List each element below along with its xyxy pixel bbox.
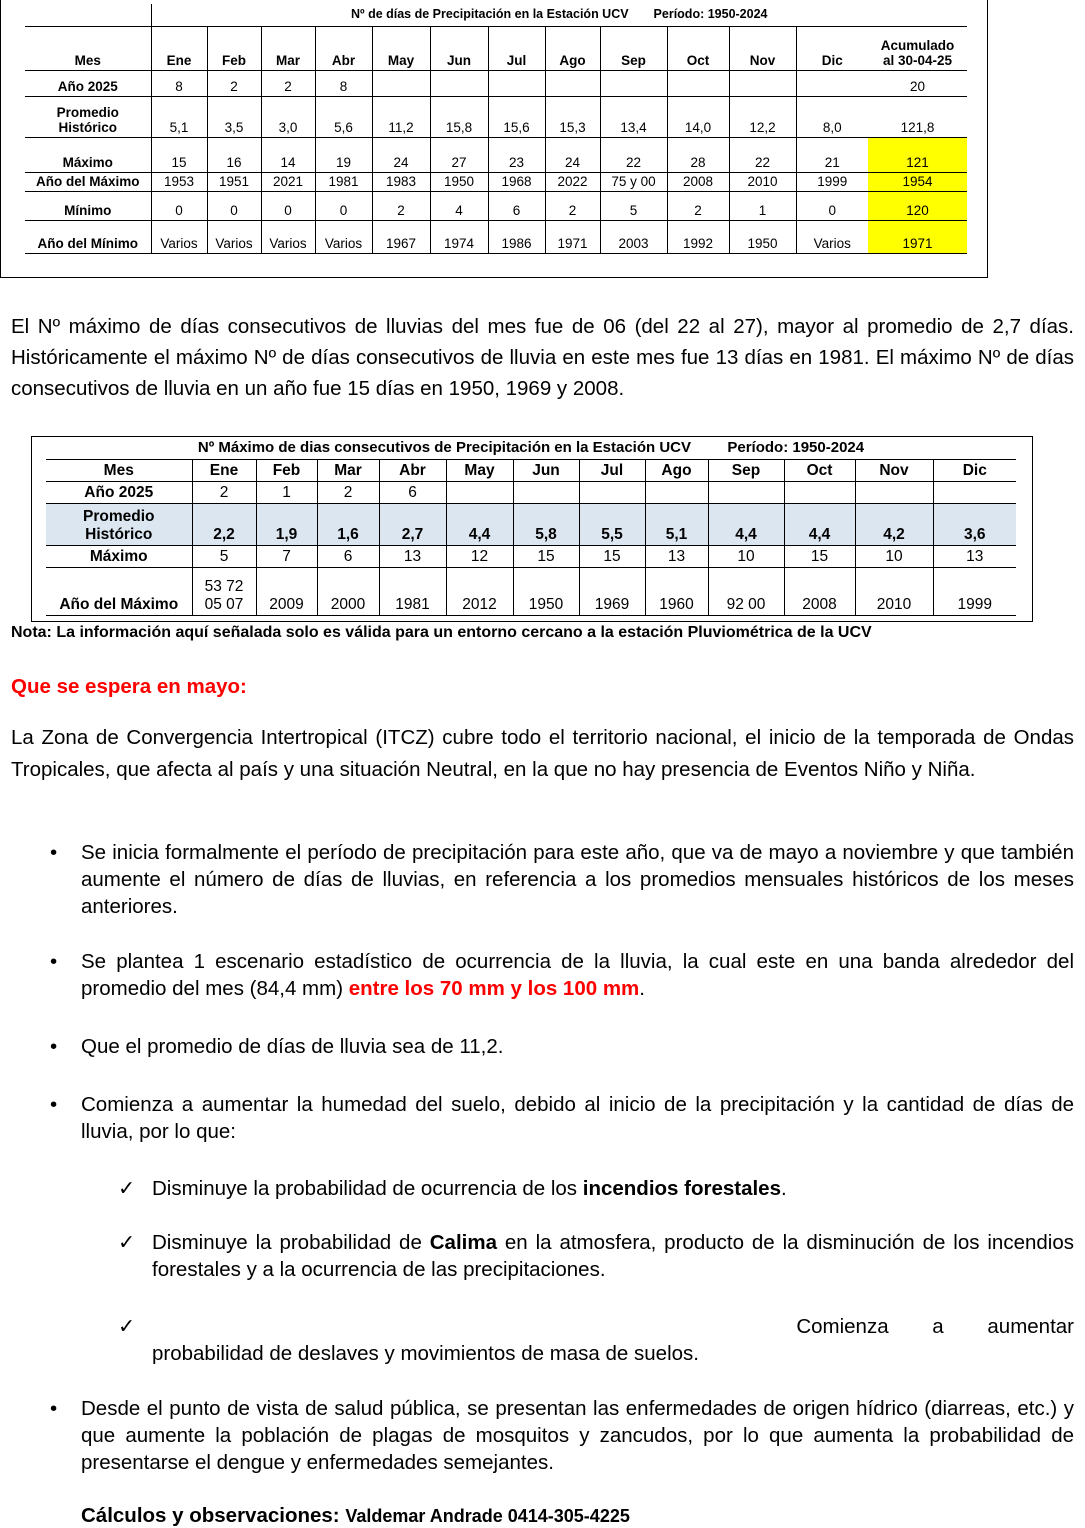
table-cell: 1971 bbox=[545, 221, 600, 254]
table2-period: Período: 1950-2024 bbox=[727, 438, 865, 456]
table-cell: 1983 bbox=[372, 173, 430, 192]
bullet-dot-icon: • bbox=[50, 1397, 58, 1420]
table-cell: 28 bbox=[667, 138, 729, 173]
table-cell: 19 bbox=[315, 138, 372, 173]
table-cell: 5 bbox=[192, 546, 256, 568]
table-row bbox=[25, 71, 967, 97]
table-cell: 1986 bbox=[488, 221, 545, 254]
table1-period: Período: 1950-2024 bbox=[653, 6, 768, 21]
table-row bbox=[25, 221, 967, 254]
total-cell: 121 bbox=[868, 138, 967, 173]
bullet-dot-icon: • bbox=[50, 1035, 58, 1058]
table-cell bbox=[729, 71, 796, 97]
row-label: Año del Máximo bbox=[46, 568, 192, 616]
table-cell: 5 bbox=[600, 192, 667, 221]
table-cell bbox=[446, 482, 513, 504]
month-header: Feb bbox=[256, 460, 317, 482]
table-cell bbox=[708, 482, 784, 504]
table-cell: 3,6 bbox=[933, 504, 1016, 546]
bullet-item: • Comienza a aumentar la humedad del suelo, debido al inicio de la precipitación y la cantidad de días de lluvia, por lo que: bbox=[50, 1093, 1074, 1143]
table-cell: 5,8 bbox=[513, 504, 579, 546]
table-cell: 2009 bbox=[256, 568, 317, 616]
table-cell: Varios bbox=[207, 221, 261, 254]
table-cell bbox=[784, 482, 855, 504]
table-cell: 2,2 bbox=[192, 504, 256, 546]
bullet-dot-icon: • bbox=[50, 841, 58, 864]
checkmark-icon: ✓ bbox=[118, 1315, 136, 1338]
month-header: Ene bbox=[192, 460, 256, 482]
table-cell: 7 bbox=[256, 546, 317, 568]
table-row bbox=[46, 482, 1016, 504]
month-header: Abr bbox=[379, 460, 446, 482]
table-cell: 2 bbox=[667, 192, 729, 221]
table-cell: 8 bbox=[151, 71, 207, 97]
month-header: Sep bbox=[708, 460, 784, 482]
table-cell: 2 bbox=[192, 482, 256, 504]
table-cell: 14 bbox=[261, 138, 315, 173]
table-cell: 6 bbox=[488, 192, 545, 221]
bullet-dot-icon: • bbox=[50, 950, 58, 973]
table-cell: 24 bbox=[545, 138, 600, 173]
checkmark-icon: ✓ bbox=[118, 1177, 136, 1200]
month-header: Mar bbox=[261, 27, 315, 71]
table-row bbox=[46, 504, 1016, 546]
table-cell: 15,6 bbox=[488, 97, 545, 138]
table-cell: 1950 bbox=[729, 221, 796, 254]
table-cell: 1974 bbox=[430, 221, 488, 254]
total-cell: 121,8 bbox=[868, 97, 967, 138]
table-cell: 2 bbox=[317, 482, 379, 504]
month-header: Dic bbox=[933, 460, 1016, 482]
nota-text: Nota: La información aquí señalada solo es válida para un entorno cercano a la estación Pluviométrica de la UCV bbox=[11, 624, 872, 641]
table-cell: 2 bbox=[207, 71, 261, 97]
table-cell: 1950 bbox=[513, 568, 579, 616]
month-header: Nov bbox=[729, 27, 796, 71]
table-cell: 1981 bbox=[379, 568, 446, 616]
table-cell: 15 bbox=[513, 546, 579, 568]
month-header: Oct bbox=[784, 460, 855, 482]
table-row bbox=[25, 192, 967, 221]
table-cell: 0 bbox=[151, 192, 207, 221]
month-header: Jul bbox=[488, 27, 545, 71]
table-cell bbox=[600, 71, 667, 97]
month-header: Jun bbox=[430, 27, 488, 71]
row-label: Año 2025 bbox=[25, 71, 151, 97]
table-cell: 1981 bbox=[315, 173, 372, 192]
bullet-item: • Desde el punto de vista de salud pública, se presentan las enfermedades de origen hídrico (diarreas, etc.) y que aumente la población de plagas de mosquitos y zancudos, por lo que aumenta la probabilidad de presentarse el dengue y enfermedades semejantes. bbox=[50, 1397, 1074, 1474]
table-cell: 1951 bbox=[207, 173, 261, 192]
table-cell: 3,5 bbox=[207, 97, 261, 138]
table-cell: Varios bbox=[796, 221, 868, 254]
table-cell: 2010 bbox=[729, 173, 796, 192]
checkmark-icon: ✓ bbox=[118, 1231, 136, 1254]
table-cell: 2010 bbox=[855, 568, 933, 616]
row-label: Promedio Histórico bbox=[25, 97, 151, 138]
table-cell: 4,4 bbox=[784, 504, 855, 546]
rain-days-table bbox=[0, 0, 988, 278]
table-cell: 24 bbox=[372, 138, 430, 173]
table-cell bbox=[488, 71, 545, 97]
table-cell bbox=[855, 482, 933, 504]
table-cell: 13 bbox=[933, 546, 1016, 568]
table-cell: 1999 bbox=[933, 568, 1016, 616]
header-mes: Mes bbox=[25, 27, 151, 71]
table-cell bbox=[430, 71, 488, 97]
table-cell: 2,7 bbox=[379, 504, 446, 546]
table-cell: 1968 bbox=[488, 173, 545, 192]
table-cell: 8 bbox=[315, 71, 372, 97]
row-label: Máximo bbox=[25, 138, 151, 173]
bullet-item: • Se inicia formalmente el período de precipitación para este año, que va de mayo a noviembre y que también aumente el número de días de lluvias, en referencia a los promedios mensuales históricos de los meses anteriores. bbox=[50, 841, 1074, 918]
row-label: Año del Mínimo bbox=[25, 221, 151, 254]
table-cell: 4 bbox=[430, 192, 488, 221]
header-mes: Mes bbox=[46, 460, 192, 482]
month-header: Abr bbox=[315, 27, 372, 71]
table-cell: 0 bbox=[207, 192, 261, 221]
row-label: Año 2025 bbox=[46, 482, 192, 504]
table-cell bbox=[579, 482, 645, 504]
table-cell: 16 bbox=[207, 138, 261, 173]
signature: Cálculos y observaciones: Valdemar Andrade 0414-305-4225 bbox=[81, 1504, 630, 1527]
month-header: Oct bbox=[667, 27, 729, 71]
itcz-paragraph: La Zona de Convergencia Intertropical (ITCZ) cubre todo el territorio nacional, el inicio de la temporada de Ondas Tropicales, que afecta al país y una situación Neutral, en la que no hay presencia de Eventos Niño y Niña. bbox=[11, 726, 1074, 781]
table-cell: 4,4 bbox=[708, 504, 784, 546]
table-cell: 2003 bbox=[600, 221, 667, 254]
table-cell: 2021 bbox=[261, 173, 315, 192]
bullet-item: • Que el promedio de días de lluvia sea de 11,2. bbox=[50, 1035, 504, 1058]
table-cell: 2012 bbox=[446, 568, 513, 616]
table-cell: 4,2 bbox=[855, 504, 933, 546]
table-cell: 27 bbox=[430, 138, 488, 173]
table-cell: 5,6 bbox=[315, 97, 372, 138]
table-cell: 1992 bbox=[667, 221, 729, 254]
month-header: Feb bbox=[207, 27, 261, 71]
table-cell: 4,4 bbox=[446, 504, 513, 546]
table-cell: 13 bbox=[645, 546, 708, 568]
check-item: ✓ Disminuye la probabilidad de Calima en la atmosfera, producto de la disminución de los incendios forestales y a la ocurrencia de las precipitaciones. bbox=[118, 1231, 1074, 1281]
table-cell bbox=[513, 482, 579, 504]
bullet-dot-icon: • bbox=[50, 1093, 58, 1116]
row-label: Promedio Histórico bbox=[46, 504, 192, 546]
table-cell: Varios bbox=[261, 221, 315, 254]
table-cell: 21 bbox=[796, 138, 868, 173]
table-cell: 15 bbox=[579, 546, 645, 568]
table-cell bbox=[372, 71, 430, 97]
table-cell: 53 72 05 07 bbox=[192, 568, 256, 616]
table-cell: 5,1 bbox=[151, 97, 207, 138]
total-cell: 1954 bbox=[868, 173, 967, 192]
table-cell: 1,9 bbox=[256, 504, 317, 546]
table-cell: 6 bbox=[317, 546, 379, 568]
table-cell: 2022 bbox=[545, 173, 600, 192]
table-cell: 2 bbox=[545, 192, 600, 221]
table-cell bbox=[667, 71, 729, 97]
table-cell: 11,2 bbox=[372, 97, 430, 138]
table-cell: 0 bbox=[261, 192, 315, 221]
row-label: Año del Máximo bbox=[25, 173, 151, 192]
table-cell: 2 bbox=[372, 192, 430, 221]
month-header: May bbox=[372, 27, 430, 71]
table-cell bbox=[796, 71, 868, 97]
consecutive-days-table bbox=[31, 436, 1033, 622]
month-header: May bbox=[446, 460, 513, 482]
table-cell: 13,4 bbox=[600, 97, 667, 138]
table-cell: 5,1 bbox=[645, 504, 708, 546]
table2-title: Nº Máximo de dias consecutivos de Precipitación en la Estación UCV bbox=[197, 438, 692, 456]
row-label: Mínimo bbox=[25, 192, 151, 221]
table-cell: 8,0 bbox=[796, 97, 868, 138]
table-cell: 15 bbox=[784, 546, 855, 568]
table-cell: 1953 bbox=[151, 173, 207, 192]
table-cell bbox=[933, 482, 1016, 504]
bullet-item: • Se plantea 1 escenario estadístico de ocurrencia de la lluvia, la cual este en una banda alrededor del promedio del mes (84,4 mm) entre los 70 mm y los 100 mm. bbox=[50, 950, 1074, 1000]
table-cell: 15,3 bbox=[545, 97, 600, 138]
table-row bbox=[25, 138, 967, 173]
month-header: Nov bbox=[855, 460, 933, 482]
table-row bbox=[46, 568, 1016, 616]
month-header: Mar bbox=[317, 460, 379, 482]
table-cell bbox=[645, 482, 708, 504]
table-cell: 5,5 bbox=[579, 504, 645, 546]
table1-title: Nº de días de Precipitación en la Estación UCV bbox=[351, 6, 629, 21]
table-cell: 22 bbox=[729, 138, 796, 173]
month-header: Ago bbox=[645, 460, 708, 482]
section-heading: Que se espera en mayo: bbox=[11, 675, 247, 698]
table-row bbox=[46, 546, 1016, 568]
table-cell: 0 bbox=[796, 192, 868, 221]
table-cell: 92 00 bbox=[708, 568, 784, 616]
table-cell: 13 bbox=[379, 546, 446, 568]
table-cell: 1 bbox=[256, 482, 317, 504]
table-cell: Varios bbox=[315, 221, 372, 254]
total-cell: 20 bbox=[868, 71, 967, 97]
table-cell: 75 y 00 bbox=[600, 173, 667, 192]
table-row bbox=[25, 97, 967, 138]
table-cell: 1960 bbox=[645, 568, 708, 616]
table-cell: 15,8 bbox=[430, 97, 488, 138]
table-cell: 2 bbox=[261, 71, 315, 97]
table-cell: 3,0 bbox=[261, 97, 315, 138]
table-cell: 1 bbox=[729, 192, 796, 221]
table-cell: 1967 bbox=[372, 221, 430, 254]
table-cell: 2000 bbox=[317, 568, 379, 616]
table-cell: 1950 bbox=[430, 173, 488, 192]
table-cell: 15 bbox=[151, 138, 207, 173]
acumulado-header: Acumulado al 30-04-25 bbox=[868, 27, 967, 71]
table-cell: 2008 bbox=[784, 568, 855, 616]
consecutive-days-paragraph: El Nº máximo de días consecutivos de lluvias del mes fue de 06 (del 22 al 27), mayor al promedio de 2,7 días. Históricamente el máximo Nº de días consecutivos de lluvia en este mes fue 13 días en 1981. El máximo Nº de días consecutivos de lluvia en un año fue 15 días en 1950, 1969 y 2008. bbox=[11, 315, 1074, 400]
month-header: Sep bbox=[600, 27, 667, 71]
table-cell: 23 bbox=[488, 138, 545, 173]
row-label: Máximo bbox=[46, 546, 192, 568]
table-cell: 10 bbox=[855, 546, 933, 568]
table-cell: 12,2 bbox=[729, 97, 796, 138]
table-cell: 22 bbox=[600, 138, 667, 173]
table-cell: 2008 bbox=[667, 173, 729, 192]
table-cell: 1999 bbox=[796, 173, 868, 192]
table-cell: 14,0 bbox=[667, 97, 729, 138]
table-row bbox=[25, 173, 967, 192]
month-header: Ene bbox=[151, 27, 207, 71]
total-cell: 1971 bbox=[868, 221, 967, 254]
table-cell: 6 bbox=[379, 482, 446, 504]
table-cell: 12 bbox=[446, 546, 513, 568]
month-header: Dic bbox=[796, 27, 868, 71]
table-cell: Varios bbox=[151, 221, 207, 254]
table-cell: 10 bbox=[708, 546, 784, 568]
month-header: Ago bbox=[545, 27, 600, 71]
table-cell: 1,6 bbox=[317, 504, 379, 546]
check-item: ✓ Disminuye la probabilidad de ocurrencia de los incendios forestales. bbox=[118, 1177, 787, 1200]
table-cell: 0 bbox=[315, 192, 372, 221]
total-cell: 120 bbox=[868, 192, 967, 221]
table-cell: 1969 bbox=[579, 568, 645, 616]
month-header: Jun bbox=[513, 460, 579, 482]
month-header: Jul bbox=[579, 460, 645, 482]
check-item: ✓ Comienza a aumentar probabilidad de deslaves y movimientos de masa de suelos. bbox=[118, 1315, 1074, 1365]
table-cell bbox=[545, 71, 600, 97]
